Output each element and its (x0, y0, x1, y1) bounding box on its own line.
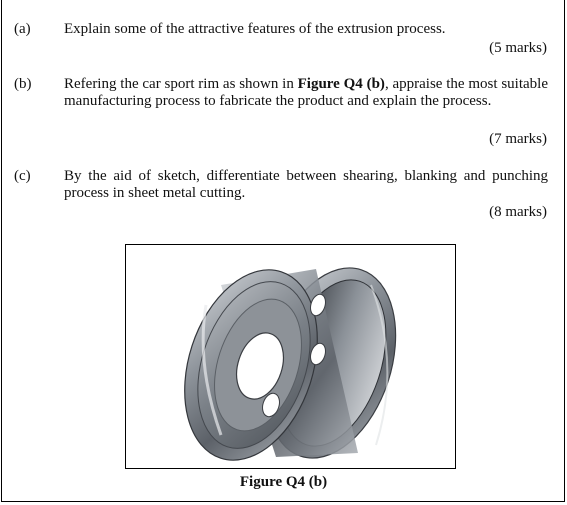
question-text-part: , appraise the most suitable manufacturing process to fabricate the product and explain the process. (64, 76, 548, 109)
question-text: By the aid of sketch, differentiate between shearing, blanking and punching process in sheet metal cutting. (64, 168, 548, 201)
question-label: (a) (14, 21, 31, 37)
figure-caption: Figure Q4 (b) (239, 474, 328, 490)
question-label: (b) (14, 76, 32, 92)
car-rim-image (126, 245, 455, 468)
figure-box (125, 244, 456, 469)
question-text (64, 76, 548, 110)
marks-label: (5 marks) (489, 40, 547, 56)
marks-label: (8 marks) (489, 204, 547, 220)
question-label: (c) (14, 168, 31, 184)
figure-reference: Figure Q4 (b) (297, 76, 385, 92)
marks-label: (7 marks) (489, 131, 547, 147)
question-text: Explain some of the attractive features of the extrusion process. (64, 21, 446, 37)
question-text-part: Refering the car sport rim as shown in (64, 76, 298, 92)
